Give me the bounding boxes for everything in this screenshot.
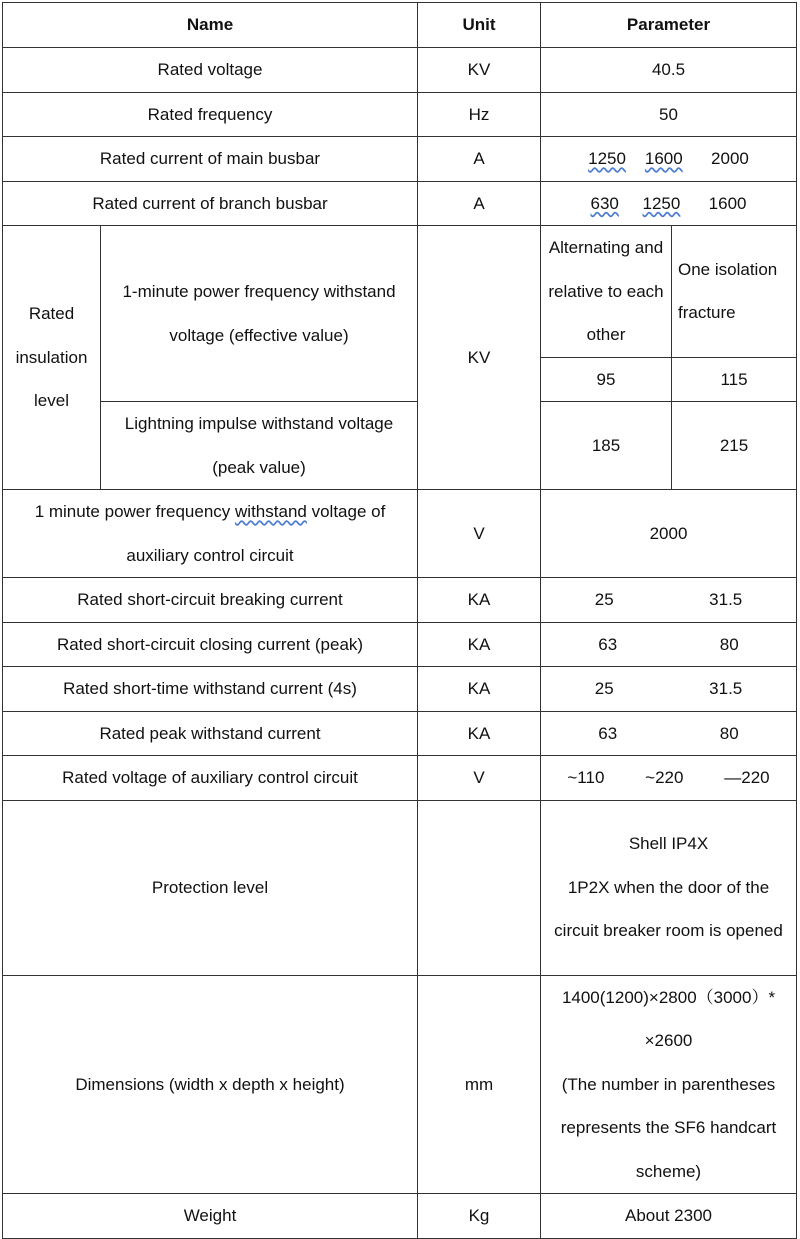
row-unit (418, 800, 541, 975)
row-value: 95 (541, 357, 672, 402)
value-item: —220 (724, 768, 770, 787)
value-item: 630 (590, 193, 619, 213)
row-name: Protection level (3, 800, 418, 975)
name-part: 1 minute power frequency (34, 502, 236, 521)
row-value (541, 711, 797, 756)
value-item: 31.5 (709, 679, 743, 698)
row-unit: A (418, 181, 541, 226)
row-value: 50 (541, 92, 797, 137)
table-row (3, 975, 797, 1194)
table-row (3, 578, 797, 623)
table-row (3, 622, 797, 667)
value-item: 2000 (711, 149, 749, 168)
table-row (3, 1194, 797, 1239)
value-line: 1P2X when the door of the circuit breaker room is opened (554, 877, 783, 941)
row-unit: KV (418, 226, 541, 490)
row-value (541, 975, 797, 1194)
value-item: 1600 (644, 149, 683, 168)
name-part: voltage of auxiliary control circuit (126, 502, 386, 565)
value-item: 25 (594, 679, 614, 698)
value-line: Shell IP4X (628, 834, 709, 854)
table-row (3, 226, 797, 358)
insulation-group: Rated insulation level (3, 226, 101, 490)
row-value: About 2300 (541, 1194, 797, 1239)
row-name: Dimensions (width x depth x height) (3, 975, 418, 1194)
row-name: Rated short-circuit breaking current (3, 578, 418, 623)
row-unit: mm (418, 975, 541, 1194)
table-row (3, 756, 797, 801)
table-row (3, 711, 797, 756)
row-unit: A (418, 137, 541, 182)
name-part: withstand (235, 502, 307, 521)
table-row (3, 402, 797, 490)
row-name: Rated voltage (3, 48, 418, 93)
row-name: 1-minute power frequency withstand voltage (effective value) (101, 226, 418, 402)
table-row (3, 490, 797, 578)
row-value (541, 800, 797, 975)
row-unit: KA (418, 578, 541, 623)
row-unit: KA (418, 711, 541, 756)
table-row (3, 48, 797, 93)
row-name: Rated voltage of auxiliary control circuit (3, 756, 418, 801)
row-name: Rated short-circuit closing current (peak) (3, 622, 418, 667)
row-unit: V (418, 756, 541, 801)
value-item: ~220 (645, 768, 684, 787)
header-unit: Unit (418, 3, 541, 48)
row-unit: V (418, 490, 541, 578)
table-row (3, 800, 797, 975)
row-name (3, 490, 418, 578)
row-value (541, 137, 797, 182)
spec-table (2, 2, 797, 1239)
value-item: 1600 (708, 193, 747, 213)
row-name: Rated current of main busbar (3, 137, 418, 182)
value-item: 63 (598, 723, 618, 743)
value-item: 25 (594, 590, 614, 609)
row-value (541, 622, 797, 667)
row-name: Rated peak withstand current (3, 711, 418, 756)
value-item: 1250 (588, 149, 626, 168)
table-row (3, 92, 797, 137)
value-item: ~110 (567, 768, 605, 787)
value-item: 80 (719, 634, 739, 654)
value-line: (The number in parentheses represents the SF6 handcart scheme) (560, 1074, 777, 1181)
row-unit: KV (418, 48, 541, 93)
col-b-header: One isolation fracture (672, 226, 797, 358)
row-value: 185 (541, 402, 672, 490)
row-value (541, 181, 797, 226)
value-item: 1250 (642, 193, 681, 213)
header-name: Name (3, 3, 418, 48)
value-item: 80 (719, 723, 739, 743)
row-value: 40.5 (541, 48, 797, 93)
value-item: 63 (598, 634, 618, 654)
value-group (547, 578, 790, 622)
row-unit: KA (418, 622, 541, 667)
row-value: 2000 (541, 490, 797, 578)
value-line: 1400(1200)×2800（3000）* ×2600 (561, 987, 776, 1050)
row-value: 115 (672, 357, 797, 402)
row-name: Weight (3, 1194, 418, 1239)
header-parameter: Parameter (541, 3, 797, 48)
value-item: 31.5 (709, 590, 743, 609)
col-a-header: Alternating and relative to each other (541, 226, 672, 358)
row-name: Rated current of branch busbar (3, 181, 418, 226)
row-name: Lightning impulse withstand voltage (peak value) (101, 402, 418, 490)
value-group (547, 712, 790, 756)
value-group (547, 756, 790, 800)
row-value (541, 578, 797, 623)
table-row (3, 667, 797, 712)
value-group (547, 623, 790, 667)
row-unit: Hz (418, 92, 541, 137)
row-unit: KA (418, 667, 541, 712)
row-name: Rated frequency (3, 92, 418, 137)
header-row (3, 3, 797, 48)
table-row (3, 137, 797, 182)
row-name: Rated short-time withstand current (4s) (3, 667, 418, 712)
row-value (541, 756, 797, 801)
row-value: 215 (672, 402, 797, 490)
row-value (541, 667, 797, 712)
table-row (3, 181, 797, 226)
row-unit: Kg (418, 1194, 541, 1239)
value-group (547, 667, 790, 711)
